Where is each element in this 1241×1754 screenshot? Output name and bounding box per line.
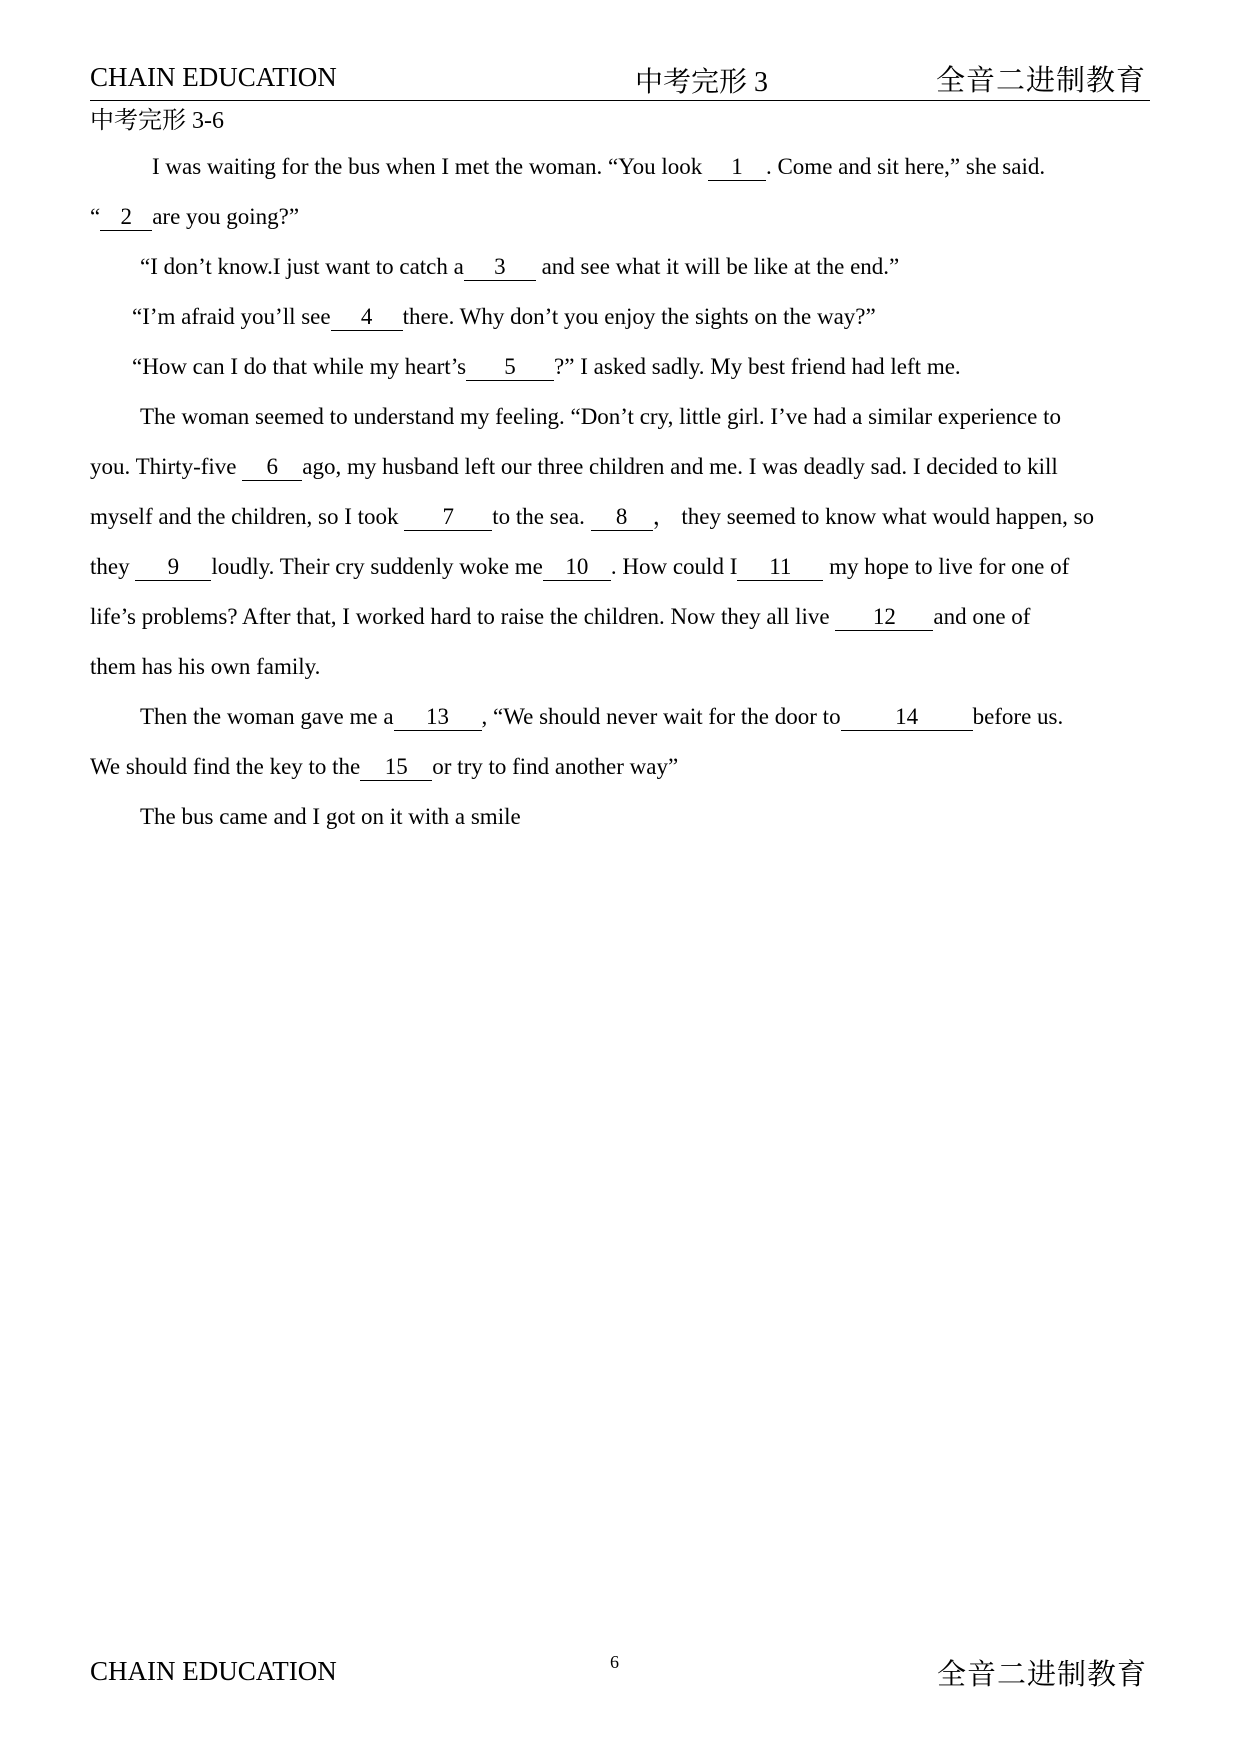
blank-7: 7 [404, 504, 492, 531]
passage-line [90, 642, 1165, 692]
blank-14: 14 [841, 704, 973, 731]
footer-brand: CHAIN EDUCATION [90, 1656, 337, 1686]
passage-text: life’s problems? After that, I worked hard to raise the children. Now they all live [90, 604, 836, 629]
passage-text: are you going?” [152, 204, 300, 229]
header-brand-cn: 全音二进制教育 [935, 65, 1146, 97]
passage-line [90, 792, 1165, 842]
cloze-passage [90, 142, 1165, 842]
passage-line [90, 492, 1165, 542]
blank-9: 9 [135, 554, 211, 581]
passage-text: there. Why don’t you enjoy the sights on the way?” [402, 304, 876, 329]
blank-5: 5 [466, 354, 554, 381]
section-title: 中考完形 3-6 [90, 108, 224, 134]
blank-12: 12 [835, 604, 933, 631]
passage-line [90, 742, 1165, 792]
passage-text: Then the woman gave me a [140, 704, 394, 729]
blank-11: 11 [737, 554, 823, 581]
passage-text: I was waiting for the bus when I met the woman. “You look [152, 154, 708, 179]
blank-4: 4 [331, 304, 403, 331]
passage-line [90, 442, 1165, 492]
passage-line [90, 692, 1165, 742]
passage-text: loudly. Their cry suddenly woke me [211, 554, 543, 579]
passage-text: “I don’t know.I just want to catch a [140, 254, 464, 279]
passage-text: ?” I asked sadly. My best friend had left me. [554, 354, 961, 379]
passage-text: to the sea. [492, 504, 591, 529]
blank-10: 10 [543, 554, 611, 581]
passage-text: , “We should never wait for the door to [481, 704, 841, 729]
footer-brand-cn: 全音二进制教育 [937, 1659, 1148, 1691]
passage-text: myself and the children, so I took [90, 504, 405, 529]
passage-line [90, 142, 1165, 192]
passage-text: or try to find another way” [432, 754, 679, 779]
passage-text: “How can I do that while my heart’s [132, 354, 467, 379]
passage-text: ， they seemed to know what would happen, so [652, 504, 1095, 529]
passage-text: . Come and sit here,” she said. [765, 154, 1046, 179]
passage-line [90, 542, 1165, 592]
passage-text: . How could I [610, 554, 738, 579]
passage-text: The woman seemed to understand my feeling. “Don’t cry, little girl. I’ve had a similar experience to [140, 404, 1061, 429]
passage-text: We should find the key to the [90, 754, 361, 779]
passage-line [90, 392, 1165, 442]
passage-text: and one of [933, 604, 1031, 629]
passage-text: “I’m afraid you’ll see [132, 304, 331, 329]
header-title: 中考完形 3 [635, 67, 769, 98]
passage-line [90, 192, 1165, 242]
blank-8: 8 [591, 504, 653, 531]
passage-text: they [90, 554, 136, 579]
blank-2: 2 [100, 204, 152, 231]
blank-1: 1 [708, 154, 766, 181]
blank-6: 6 [242, 454, 302, 481]
passage-text: you. Thirty-five [90, 454, 243, 479]
passage-text: before us. [972, 704, 1064, 729]
passage-line [90, 592, 1165, 642]
passage-line [90, 292, 1165, 342]
header-brand: CHAIN EDUCATION [90, 62, 337, 92]
page-header [90, 58, 1150, 101]
passage-text: The bus came and I got on it with a smile [140, 804, 521, 829]
blank-13: 13 [394, 704, 482, 731]
page-number: 6 [610, 1652, 619, 1672]
passage-line [90, 242, 1165, 292]
blank-15: 15 [360, 754, 432, 781]
passage-line [90, 342, 1165, 392]
passage-text: my hope to live for one of [823, 554, 1070, 579]
passage-text: and see what it will be like at the end.” [535, 254, 900, 279]
passage-text: “ [90, 204, 101, 229]
blank-3: 3 [464, 254, 536, 281]
passage-text: them has his own family. [90, 654, 321, 679]
passage-text: ago, my husband left our three children and me. I was deadly sad. I decided to kill [302, 454, 1058, 479]
